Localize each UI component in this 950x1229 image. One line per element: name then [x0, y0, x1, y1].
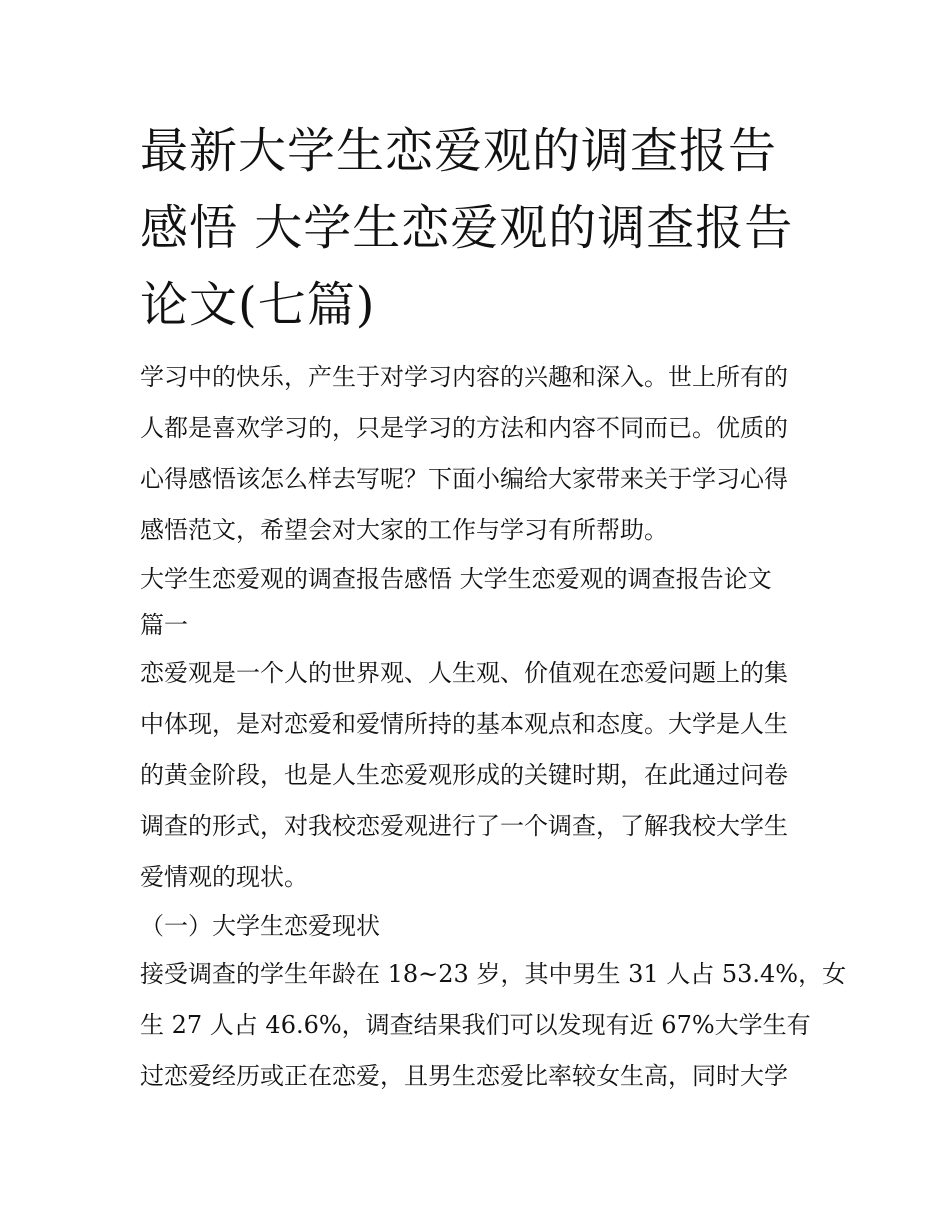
paragraph-line: 爱情观的现状。: [140, 863, 308, 891]
heading-line: 大学生恋爱观的调查报告感悟 大学生恋爱观的调查报告论文: [140, 565, 772, 593]
section-heading: [140, 556, 820, 648]
heading-line: 篇一: [140, 611, 188, 639]
paragraph-line: 人都是喜欢学习的，只是学习的方法和内容不同而已。优质的: [140, 414, 788, 442]
paragraph-line: 心得感悟该怎么样去写呢？下面小编给大家带来关于学习心得: [140, 465, 788, 493]
intro-paragraph: [140, 352, 820, 556]
document-title: [140, 113, 820, 344]
paragraph-line: 感悟范文，希望会对大家的工作与学习有所帮助。: [140, 516, 668, 544]
title-line: 论文(七篇): [140, 277, 376, 333]
paragraph-line: 中体现，是对恋爱和爱情所持的基本观点和态度。大学是人生: [140, 710, 788, 738]
paragraph-line: 学习中的快乐，产生于对学习内容的兴趣和深入。世上所有的: [140, 363, 788, 391]
subheading: [140, 903, 820, 949]
paragraph-line: 生 27 人占 46.6%，调查结果我们可以发现有近 67%大学生有: [140, 1011, 811, 1039]
body-paragraph-1: [140, 648, 820, 903]
paragraph-line: 恋爱观是一个人的世界观、人生观、价值观在恋爱问题上的集: [140, 659, 788, 687]
paragraph-line: 过恋爱经历或正在恋爱，且男生恋爱比率较女生高，同时大学: [140, 1062, 788, 1090]
paragraph-line: 的黄金阶段，也是人生恋爱观形成的关键时期，在此通过问卷: [140, 761, 788, 789]
paragraph-line: 接受调查的学生年龄在 18~23 岁，其中男生 31 人占 53.4%，女: [140, 960, 847, 988]
subheading-line: （一）大学生恋爱现状: [140, 912, 380, 940]
body-paragraph-2: [140, 949, 847, 1102]
title-line: 最新大学生恋爱观的调查报告: [140, 123, 778, 179]
title-line: 感悟 大学生恋爱观的调查报告: [140, 200, 794, 256]
document-body: [140, 352, 847, 1102]
paragraph-line: 调查的形式，对我校恋爱观进行了一个调查，了解我校大学生: [140, 812, 788, 840]
